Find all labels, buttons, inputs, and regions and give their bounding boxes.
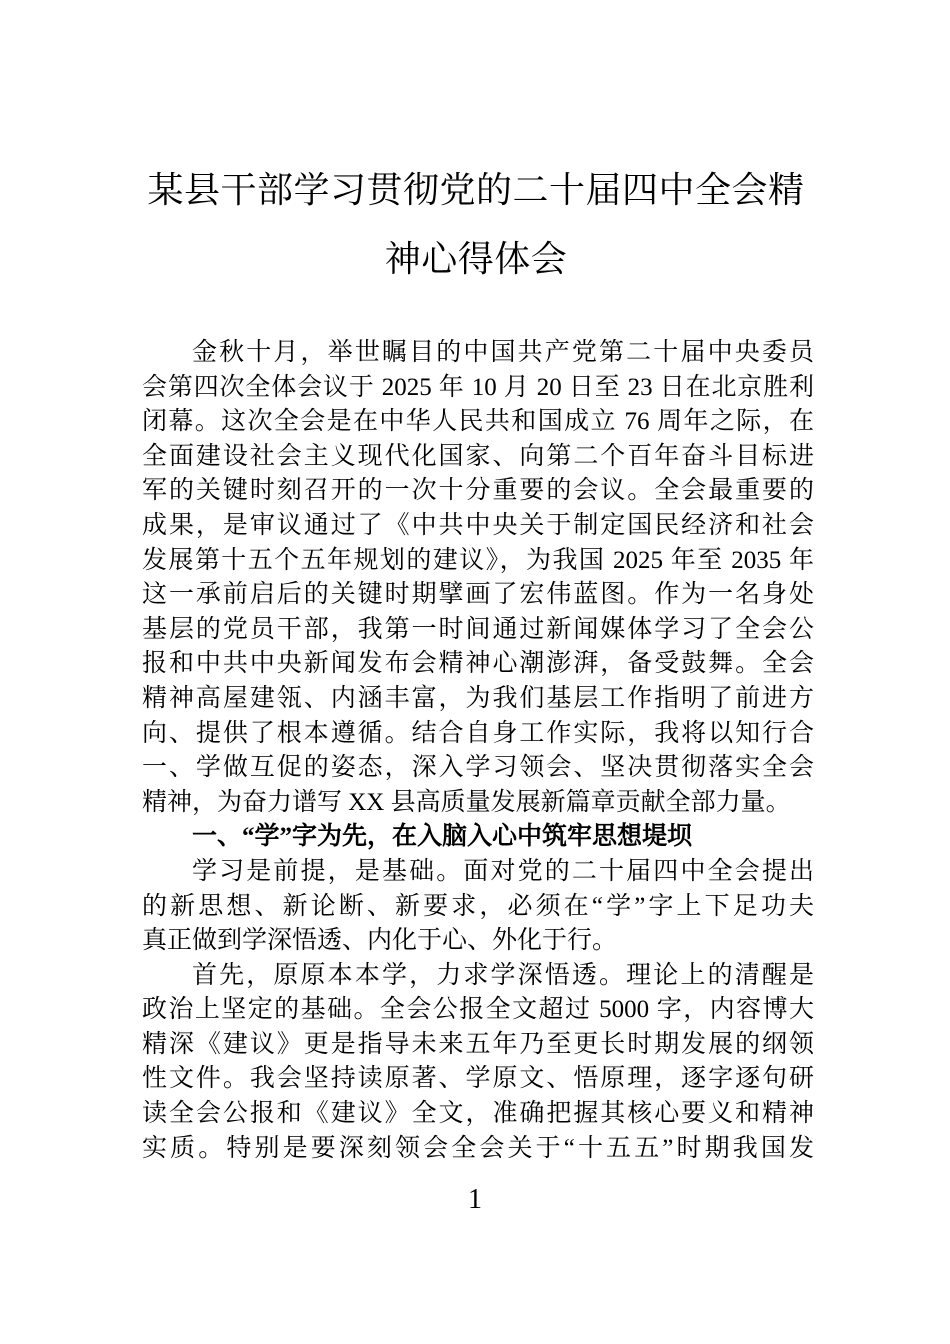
text-line: 一、学做互促的姿态，深入学习领会、坚决贯彻落实全会 — [142, 754, 814, 782]
text-line: 金秋十月，举世瞩目的中国共产党第二十届中央委员 — [192, 339, 814, 366]
text-line: 精神，为奋力谱写 XX 县高质量发展新篇章贡献全部力量。 — [142, 788, 791, 816]
text-line: 性文件。我会坚持读原著、学原文、悟原理，逐字逐句研 — [142, 1065, 814, 1093]
document-body — [142, 336, 814, 1166]
paragraph — [142, 336, 814, 820]
text-line: 闭幕。这次全会是在中华人民共和国成立 76 周年之际，在 — [142, 408, 814, 436]
text-line: 精神高屋建瓴、内涵丰富，为我们基层工作指明了前进方 — [142, 684, 814, 712]
text-line: 全面建设社会主义现代化国家、向第二个百年奋斗目标进 — [142, 442, 814, 470]
document-title — [138, 156, 814, 294]
paragraph — [142, 959, 814, 1167]
text-line: 读全会公报和《建议》全文，准确把握其核心要义和精神 — [142, 1100, 814, 1128]
text-line: 一、“学”字为先，在入脑入心中筑牢思想堤坝 — [192, 823, 693, 851]
title-line-1: 某县干部学习贯彻党的二十届四中全会精 — [147, 170, 805, 210]
text-line: 向、提供了根本遵循。结合自身工作实际，我将以知行合 — [142, 719, 814, 747]
paragraph — [142, 855, 814, 959]
text-line: 基层的党员干部，我第一时间通过新闻媒体学习了全会公 — [142, 615, 814, 643]
text-line: 军的关键时刻召开的一次十分重要的会议。全会最重要的 — [142, 477, 814, 505]
text-line: 这一承前启后的关键时期擘画了宏伟蓝图。作为一名身处 — [142, 581, 814, 609]
text-line: 实质。特别是要深刻领会全会关于“十五五”时期我国发 — [142, 1134, 814, 1162]
text-line: 首先，原原本本学，力求学深悟透。理论上的清醒是 — [192, 961, 814, 989]
text-line: 会第四次全体会议于 2025 年 10 月 20 日至 23 日在北京胜利 — [142, 373, 814, 401]
title-line-2: 神心得体会 — [384, 239, 568, 279]
text-line: 的新思想、新论断、新要求，必须在“学”字上下足功夫 — [142, 892, 814, 920]
text-line: 成果，是审议通过了《中共中央关于制定国民经济和社会 — [142, 511, 814, 539]
text-line: 精深《建议》更是指导未来五年乃至更长时期发展的纲领 — [142, 1030, 814, 1058]
text-line: 学习是前提，是基础。面对党的二十届四中全会提出 — [192, 857, 814, 885]
section-heading — [142, 820, 814, 855]
text-line: 报和中共中央新闻发布会精神心潮澎湃，备受鼓舞。全会 — [142, 650, 814, 678]
text-line: 真正做到学深悟透、内化于心、外化于行。 — [142, 927, 618, 955]
text-line: 发展第十五个五年规划的建议》，为我国 2025 年至 2035 年 — [142, 546, 814, 574]
page-number: 1 — [468, 1184, 482, 1215]
text-line: 政治上坚定的基础。全会公报全文超过 5000 字，内容博大 — [142, 996, 814, 1024]
